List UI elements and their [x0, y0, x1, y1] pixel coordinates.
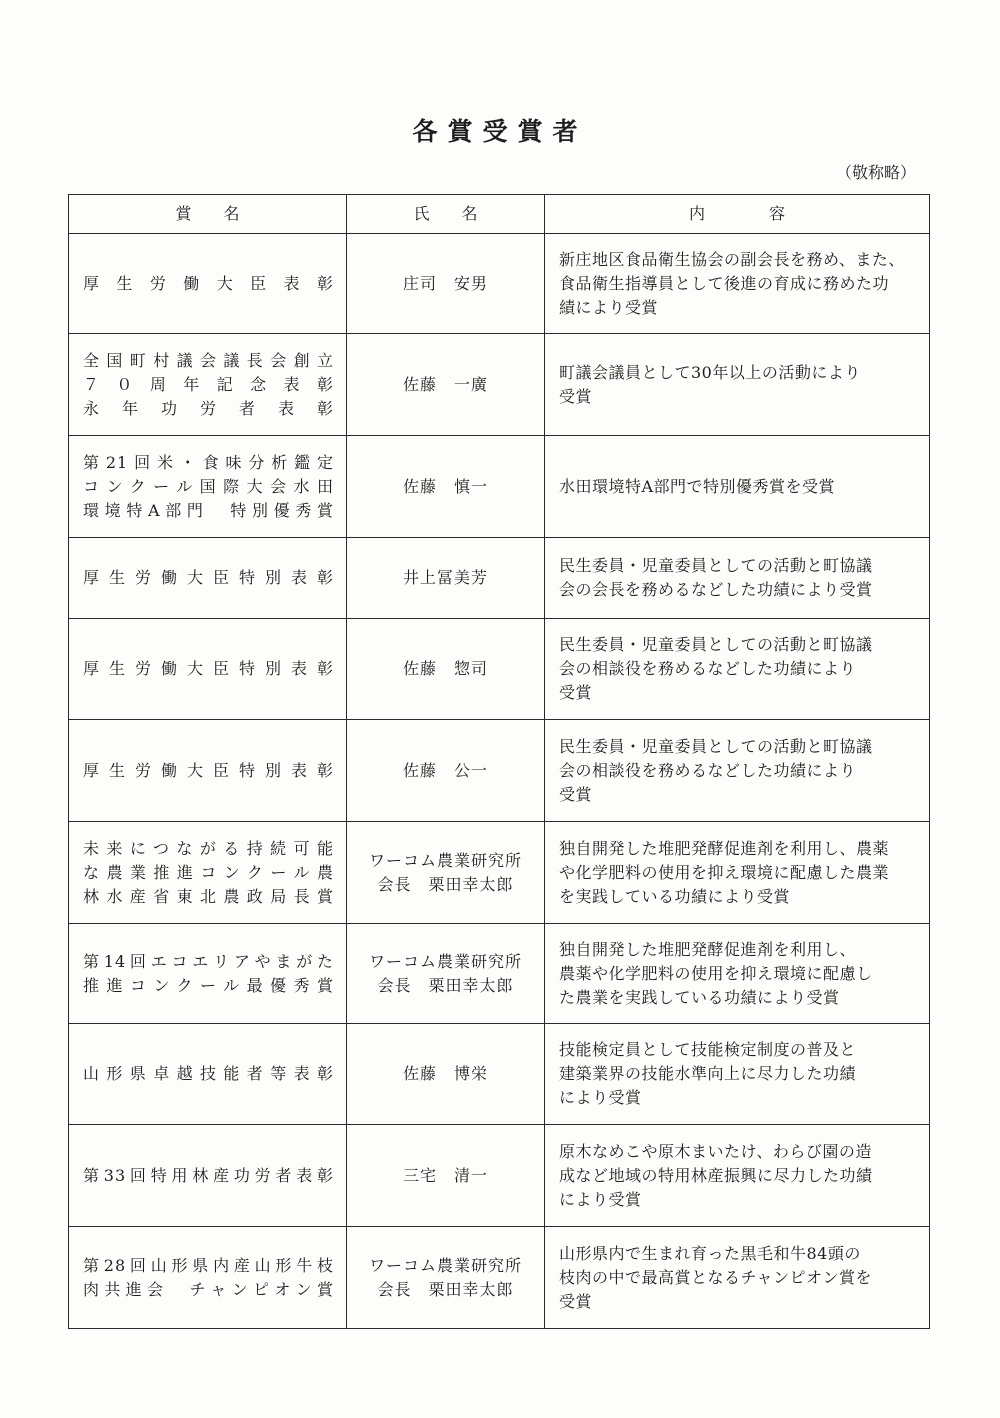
detail-cell-line: 独自開発した堆肥発酵促進剤を利用し、: [559, 939, 857, 959]
detail-cell-line: 受賞: [559, 1291, 593, 1311]
award-cell-line: 山形県卓越技能者等表彰: [83, 1064, 334, 1083]
recipient-cell: [347, 436, 545, 538]
detail-cell-line: 受賞: [559, 784, 593, 804]
recipient-cell: [347, 924, 545, 1024]
detail-cell-line: 枝肉の中で最高賞となるチャンピオン賞を: [559, 1267, 873, 1287]
table-row: [69, 822, 930, 924]
detail-cell-line: た農業を実践している功績により受賞: [559, 987, 840, 1007]
award-cell-line: 厚生労働大臣特別表彰: [83, 760, 334, 780]
award-cell-line: な農業推進コンクール農: [83, 862, 334, 882]
recipient-cell: [347, 1227, 545, 1329]
award-cell: [69, 538, 347, 619]
table-row: [69, 334, 930, 436]
detail-cell-line: 新庄地区食品衛生協会の副会長を務め、また、: [559, 249, 905, 269]
detail-cell-line: 独自開発した堆肥発酵促進剤を利用し、農薬: [559, 838, 890, 858]
recipient-cell-line: ワーコム農業研究所: [368, 951, 522, 971]
recipient-cell: [347, 1024, 545, 1125]
header-detail: 内 容: [545, 195, 930, 234]
award-cell-line: 第14回エコエリアやまがた: [83, 951, 334, 971]
recipient-cell-line: 三宅 清一: [402, 1165, 488, 1185]
header-award: 賞 名: [69, 195, 347, 234]
detail-cell-line: を実践している功績により受賞: [559, 886, 791, 906]
award-cell-line: ７０周年記念表彰: [83, 374, 334, 394]
award-cell-line: コンクール国際大会水田: [83, 476, 334, 496]
detail-cell-line: 会の会長を務めるなどした功績により受賞: [559, 580, 873, 599]
detail-cell-line: 民生委員・児童委員としての活動と町協議: [559, 556, 873, 575]
recipient-cell: [347, 720, 545, 822]
recipient-cell-line: 佐藤 博栄: [402, 1064, 488, 1083]
detail-cell: [545, 538, 930, 619]
detail-cell-line: 水田環境特A部門で特別優秀賞を受賞: [559, 476, 836, 496]
table-row: [69, 1227, 930, 1329]
detail-cell: [545, 1125, 930, 1227]
detail-cell-line: 技能検定員として技能検定制度の普及と: [559, 1040, 857, 1059]
table-row: [69, 720, 930, 822]
award-cell: [69, 436, 347, 538]
award-cell-line: 厚生労働大臣特別表彰: [83, 568, 334, 587]
awards-table: [68, 194, 930, 1329]
award-cell: [69, 1227, 347, 1329]
detail-cell-line: 農薬や化学肥料の使用を抑え環境に配慮し: [559, 963, 873, 983]
detail-cell-line: 建築業界の技能水準向上に尽力した功績: [559, 1064, 857, 1083]
recipient-cell-line: 会長 栗田幸太郎: [377, 874, 514, 894]
detail-cell-line: 町議会議員として30年以上の活動により: [559, 362, 861, 382]
award-cell-line: 第21回米・食味分析鑑定: [83, 452, 334, 472]
detail-cell-line: 会の相談役を務めるなどした功績により: [559, 659, 857, 678]
award-cell: [69, 234, 347, 334]
recipient-cell: [347, 538, 545, 619]
award-cell: [69, 822, 347, 924]
award-cell: [69, 619, 347, 720]
detail-cell-line: 会の相談役を務めるなどした功績により: [559, 760, 857, 780]
recipient-cell-line: 庄司 安男: [402, 273, 488, 293]
detail-cell-line: や化学肥料の使用を抑え環境に配慮した農業: [559, 862, 890, 882]
recipient-cell: [347, 619, 545, 720]
recipient-cell-line: 会長 栗田幸太郎: [377, 1279, 514, 1299]
detail-cell-line: 山形県内で生まれ育った黒毛和牛84頭の: [559, 1243, 861, 1263]
recipient-cell-line: 佐藤 一廣: [402, 374, 488, 394]
header-name: 氏 名: [347, 195, 545, 234]
detail-cell: [545, 436, 930, 538]
award-cell-line: 第28回山形県内産山形牛枝: [83, 1255, 334, 1275]
recipient-cell-line: ワーコム農業研究所: [368, 1255, 522, 1275]
detail-cell-line: により受賞: [559, 1189, 642, 1209]
detail-cell: [545, 334, 930, 436]
detail-cell-line: 原木なめこや原木まいたけ、わらび園の造: [559, 1141, 872, 1161]
award-cell-line: 肉共進会 チャンピオン賞: [83, 1279, 334, 1299]
page-title: 各賞受賞者: [412, 117, 588, 146]
detail-cell-line: 民生委員・児童委員としての活動と町協議: [559, 736, 873, 756]
detail-cell: [545, 619, 930, 720]
detail-cell-line: 民生委員・児童委員としての活動と町協議: [559, 635, 873, 654]
award-cell: [69, 720, 347, 822]
award-cell-line: 推進コンクール最優秀賞: [83, 975, 334, 995]
recipient-cell: [347, 334, 545, 436]
detail-cell: [545, 234, 930, 334]
recipient-cell-line: 会長 栗田幸太郎: [377, 975, 514, 995]
honorific-note: （敬称略）: [836, 163, 917, 182]
award-cell-line: 全国町村議会議長会創立: [83, 350, 334, 370]
award-cell: [69, 924, 347, 1024]
recipient-cell-line: 佐藤 公一: [402, 760, 488, 780]
detail-cell: [545, 1024, 930, 1125]
recipient-cell-line: ワーコム農業研究所: [368, 850, 522, 870]
detail-cell: [545, 924, 930, 1024]
table-header-row: [69, 195, 930, 234]
detail-cell-line: 成など地域の特用林産振興に尽力した功績: [559, 1165, 873, 1185]
detail-cell-line: 受賞: [559, 386, 593, 406]
table-row: [69, 1024, 930, 1125]
detail-cell-line: 績により受賞: [559, 297, 659, 317]
table-row: [69, 234, 930, 334]
table-row: [69, 924, 930, 1024]
recipient-cell-line: 佐藤 慎一: [402, 476, 488, 496]
award-cell-line: 林水産省東北農政局長賞: [83, 886, 334, 906]
table-row: [69, 1125, 930, 1227]
award-cell: [69, 1125, 347, 1227]
table-row: [69, 538, 930, 619]
award-cell: [69, 1024, 347, 1125]
detail-cell: [545, 720, 930, 822]
award-cell-line: 未来につながる持続可能: [83, 838, 334, 858]
detail-cell: [545, 1227, 930, 1329]
recipient-cell: [347, 1125, 545, 1227]
detail-cell: [545, 822, 930, 924]
recipient-cell: [347, 822, 545, 924]
detail-cell-line: 受賞: [559, 683, 593, 702]
award-cell-line: 永年功労者表彰: [83, 398, 334, 418]
recipient-cell-line: 井上冨美芳: [402, 568, 488, 587]
table-row: [69, 619, 930, 720]
detail-cell-line: 食品衛生指導員として後進の育成に務めた功: [559, 273, 890, 293]
table-row: [69, 436, 930, 538]
award-cell-line: 厚生労働大臣特別表彰: [83, 659, 334, 678]
award-cell: [69, 334, 347, 436]
award-cell-line: 第33回特用林産功労者表彰: [83, 1165, 334, 1185]
award-cell-line: 環境特A部門 特別優秀賞: [83, 500, 334, 520]
detail-cell-line: により受賞: [559, 1088, 642, 1107]
award-cell-line: 厚生労働大臣表彰: [83, 273, 334, 293]
recipient-cell: [347, 234, 545, 334]
recipient-cell-line: 佐藤 惣司: [402, 659, 488, 678]
